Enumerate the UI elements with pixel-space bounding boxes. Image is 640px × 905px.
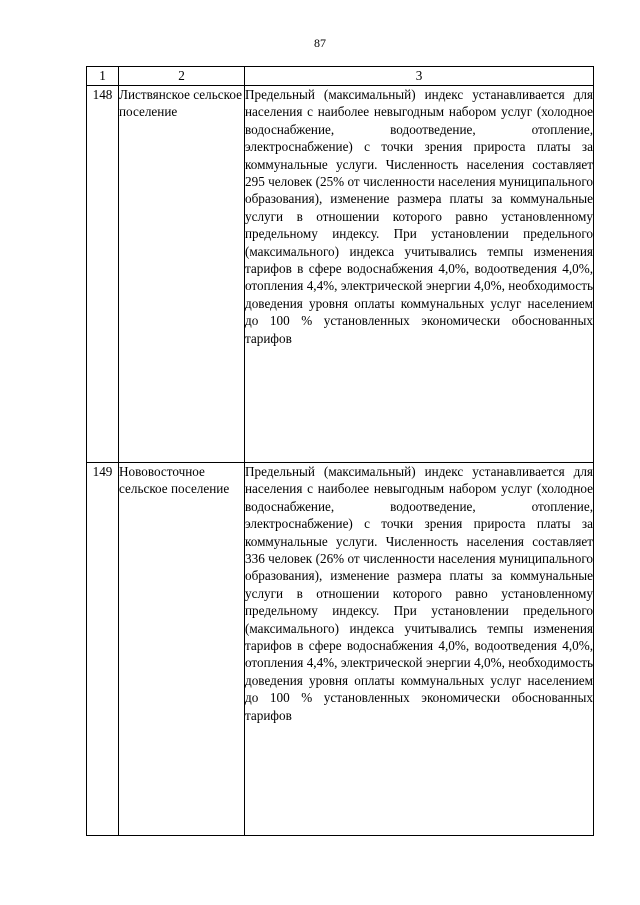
row-number: 148 — [87, 86, 119, 463]
table-row — [87, 86, 594, 463]
settlement-name: Нововосточное сельское поселение — [119, 463, 245, 836]
column-header-3: 3 — [245, 67, 594, 86]
index-description: Предельный (максимальный) индекс устанавливается для населения с наиболее невыгодным набором услуг (холодное водоснабжение, водоотведение, отопление, электроснабжение) с точки зрения прироста платы за коммунальные услуги. Численность населения составляет 336 человек (26% от численности населения муниципального образования), изменение размера платы за коммунальные услуги в отношении которого равно установленному предельному индексу. При установлении предельного (максимального) индекса учитывались темпы изменения тарифов в сфере водоснабжения 4,0%, водоотведения 4,0%, отопления 4,4%, электрической энергии 4,0%, необходимость доведения уровня оплаты коммунальных услуг населением до 100 % установленных экономически обоснованных тарифов — [245, 463, 594, 836]
index-description: Предельный (максимальный) индекс устанавливается для населения с наиболее невыгодным набором услуг (холодное водоснабжение, водоотведение, отопление, электроснабжение) с точки зрения прироста платы за коммунальные услуги. Численность населения составляет 295 человек (25% от численности населения муниципального образования), изменение размера платы за коммунальные услуги в отношении которого равно установленному предельному индексу. При установлении предельного (максимального) индекса учитывались темпы изменения тарифов в сфере водоснабжения 4,0%, водоотведения 4,0%, отопления 4,4%, электрической энергии 4,0%, необходимость доведения уровня оплаты коммунальных услуг населением до 100 % установленных экономически обоснованных тарифов — [245, 86, 594, 463]
column-header-2: 2 — [119, 67, 245, 86]
row-number: 149 — [87, 463, 119, 836]
settlement-name: Листвянское сельское поселение — [119, 86, 245, 463]
page-number: 87 — [314, 36, 326, 50]
table-header-row — [87, 67, 594, 86]
column-header-1: 1 — [87, 67, 119, 86]
table-row — [87, 463, 594, 836]
data-table — [86, 66, 594, 836]
